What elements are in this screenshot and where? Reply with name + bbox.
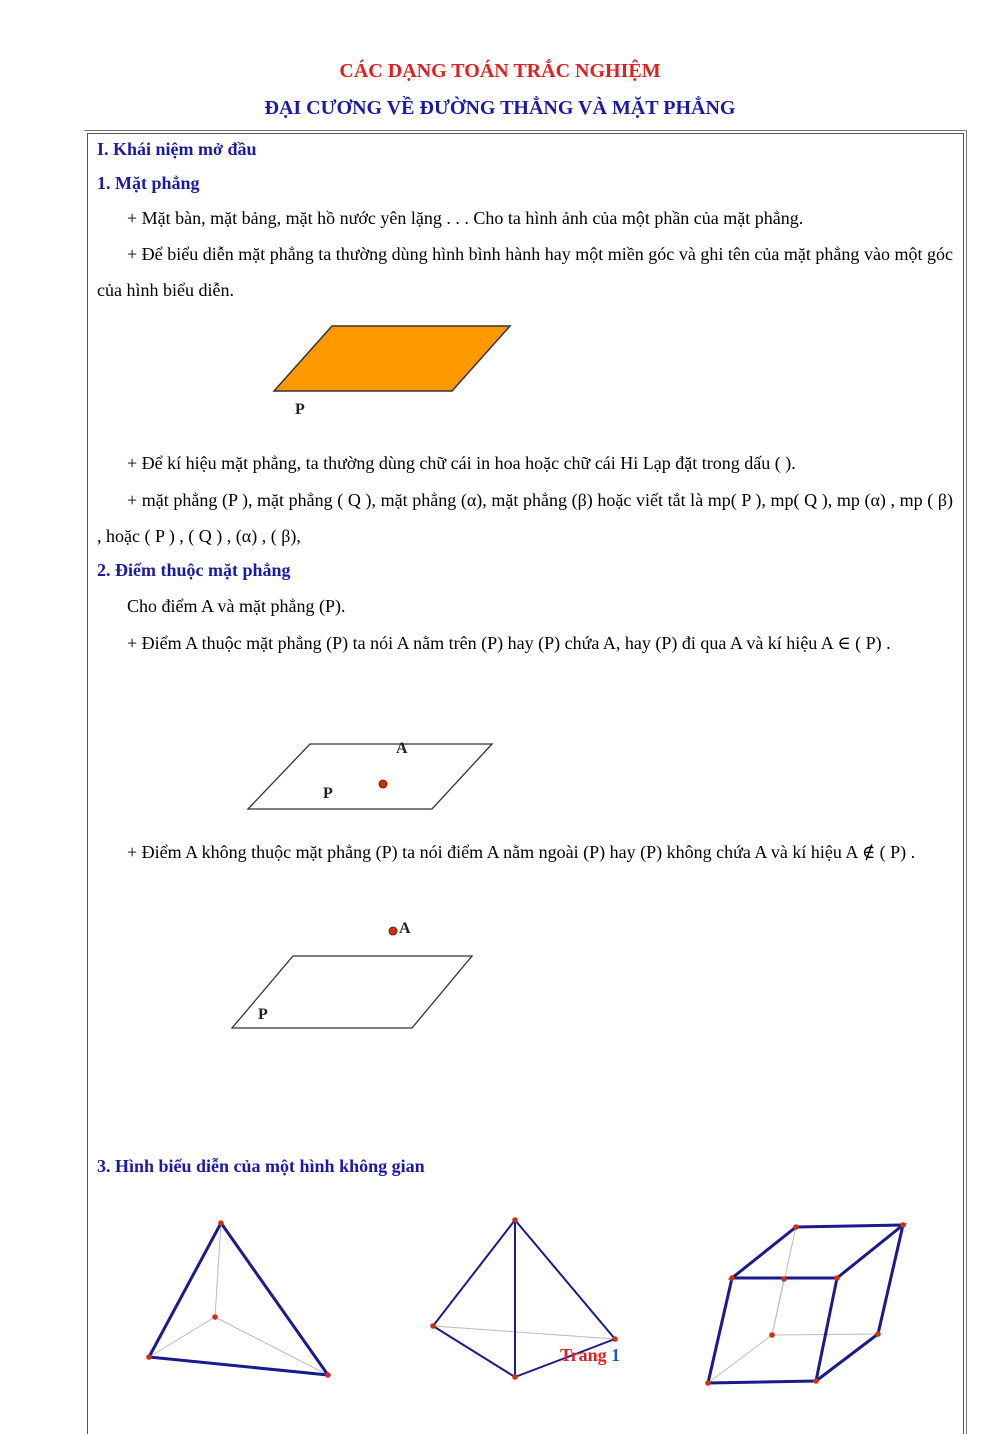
paragraph: + Điểm A không thuộc mặt phẳng (P) ta nói điểm A nằm ngoài (P) hay (P) không chứa A và kí hiệu A ∉ ( P) . [127,842,916,862]
page-title: CÁC DẠNG TOÁN TRẮC NGHIỆM [339,60,661,82]
page-subtitle: ĐẠI CƯƠNG VỀ ĐƯỜNG THẲNG VÀ MẶT PHẲNG [264,97,736,119]
paragraph: + Mặt bàn, mặt bảng, mặt hồ nước yên lặng . . . Cho ta hình ảnh của một phần của mặt phẳng. [127,208,804,228]
page-footer [560,1345,620,1366]
point-label: A [399,920,411,937]
subsection-heading-point: 2. Điểm thuộc mặt phẳng [97,560,291,580]
subsection-heading-plane: 1. Mặt phẳng [97,173,200,193]
paragraph: + Để biểu diễn mặt phẳng ta thường dùng hình bình hành hay một miền góc và ghi tên của mặt phẳng vào một góc của hình biểu diễn. [97,244,953,300]
section-heading: I. Khái niệm mở đầu [97,139,257,159]
plane-label: P [258,1006,268,1023]
plane-label: P [323,785,333,802]
footer-word: Trang [560,1345,607,1365]
paragraph: + Điểm A thuộc mặt phẳng (P) ta nói A nằm trên (P) hay (P) chứa A, hay (P) đi qua A và kí hiệu A ∈ ( P) . [127,633,891,653]
point-label: A [396,740,408,757]
paragraph: + Để kí hiệu mặt phẳng, ta thường dùng chữ cái in hoa hoặc chữ cái Hi Lạp đặt trong dấu ( ). [127,453,796,473]
plane-label: P [295,401,305,418]
footer-page-number: 1 [611,1345,621,1365]
subsection-heading-representation: 3. Hình biểu diễn của một hình không gian [97,1156,425,1176]
paragraph: Cho điểm A và mặt phẳng (P). [127,596,346,616]
paragraph: + mặt phẳng (P ), mặt phẳng ( Q ), mặt phẳng (α), mặt phẳng (β) hoặc viết tắt là mp( P ), mp( Q ), mp (α) , mp ( β) , hoặc ( P ) , ( Q ) , (α) , ( β), [97,490,953,546]
